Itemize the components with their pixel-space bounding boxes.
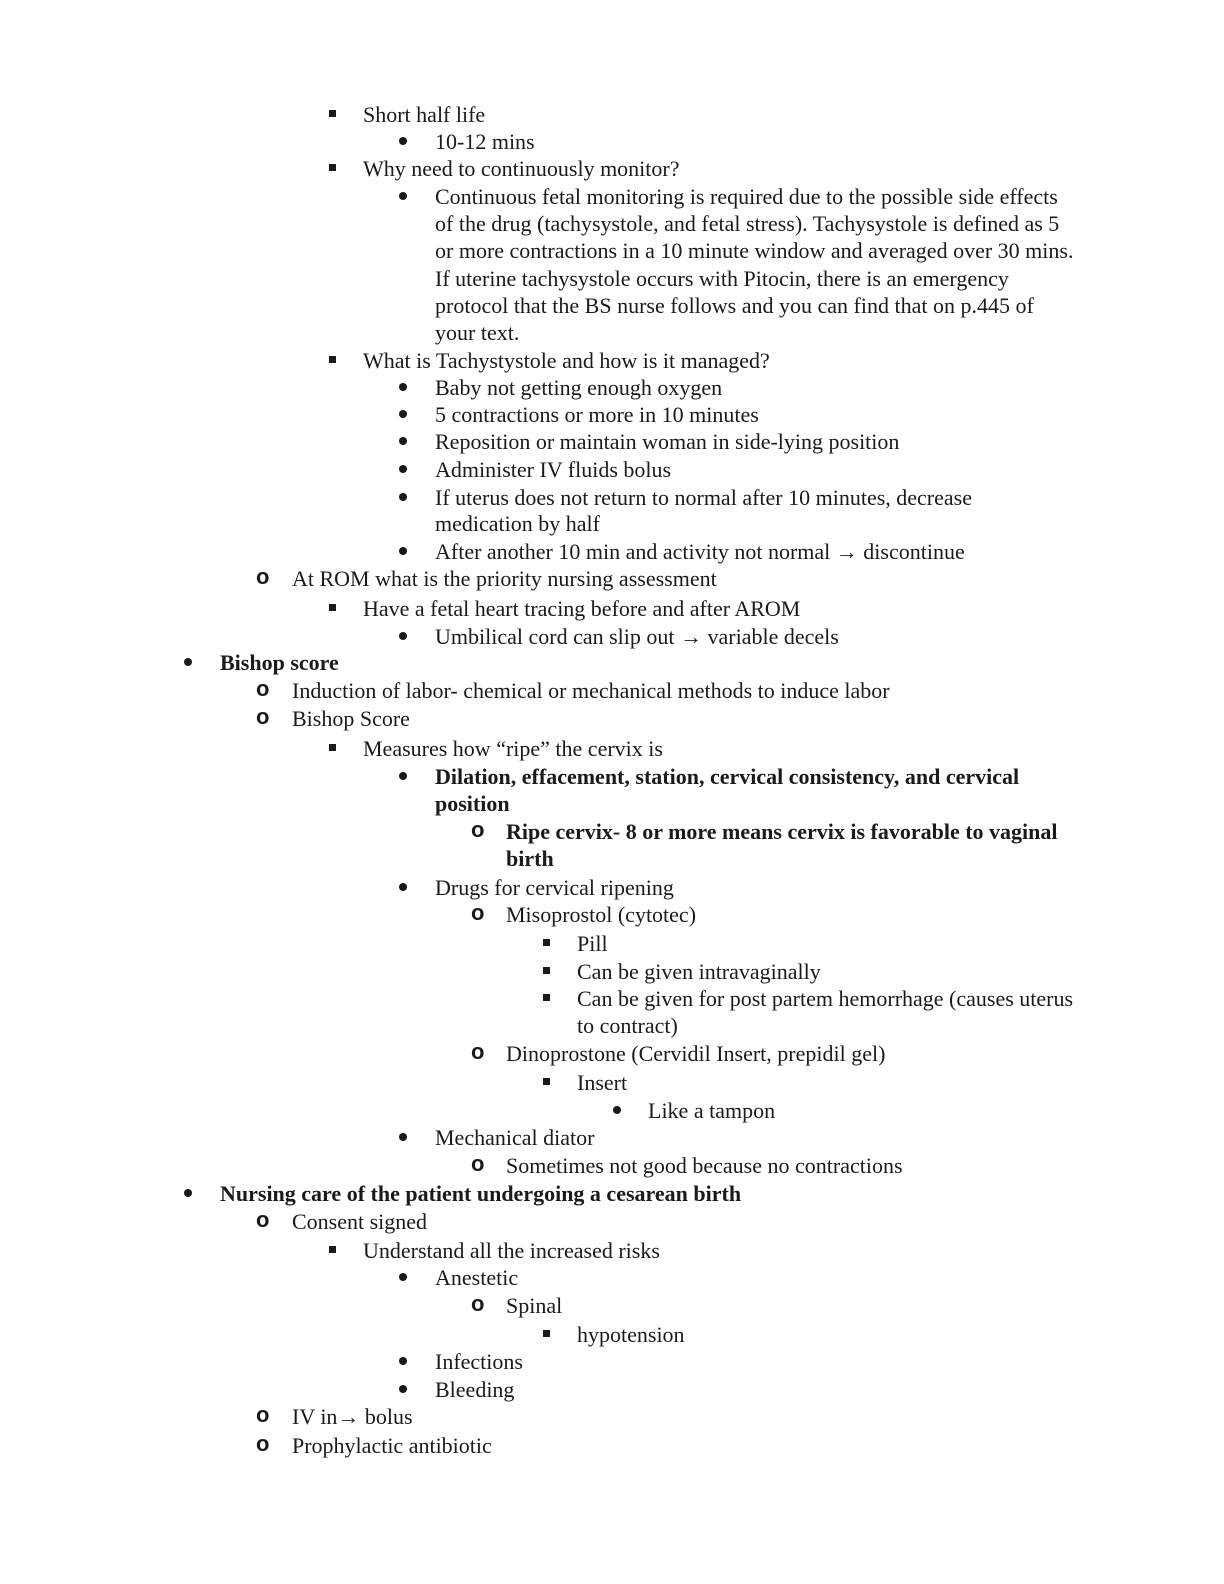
disc-bullet-icon bbox=[399, 137, 407, 145]
disc-bullet-icon bbox=[399, 1357, 407, 1365]
circle-bullet-icon: o bbox=[256, 564, 270, 589]
list-item-text: Prophylactic antibiotic bbox=[292, 1433, 492, 1458]
list-item-text: Short half life bbox=[363, 102, 486, 127]
disc-bullet-icon bbox=[399, 465, 407, 473]
circle-bullet-icon: o bbox=[256, 1207, 270, 1232]
square-bullet-icon bbox=[543, 994, 550, 1001]
disc-bullet-icon bbox=[399, 1385, 407, 1393]
list-item-text: Have a fetal heart tracing before and after AROM bbox=[363, 596, 801, 621]
disc-bullet-icon bbox=[184, 1189, 192, 1197]
list-item-continuation: your text. bbox=[435, 320, 520, 345]
list-item-text: Insert bbox=[577, 1070, 628, 1095]
list-item-text: Why need to continuously monitor? bbox=[363, 156, 680, 181]
circle-bullet-icon: o bbox=[256, 1431, 270, 1456]
list-item-text: Infections bbox=[435, 1349, 523, 1374]
disc-bullet-icon bbox=[399, 632, 407, 640]
list-item-text: Consent signed bbox=[292, 1209, 428, 1234]
list-item-text: Anestetic bbox=[435, 1265, 519, 1290]
circle-bullet-icon: o bbox=[471, 1291, 485, 1316]
list-item-continuation: of the drug (tachysystole, and fetal stress). Tachysystole is defined as 5 bbox=[435, 211, 1060, 236]
circle-bullet-icon: o bbox=[256, 704, 270, 729]
list-item-text: Continuous fetal monitoring is required due to the possible side effects bbox=[435, 184, 1058, 209]
list-item-text: IV in→ bolus bbox=[292, 1404, 413, 1429]
list-item-text: Understand all the increased risks bbox=[363, 1238, 660, 1263]
list-item-continuation: birth bbox=[506, 846, 554, 871]
list-item-text: Can be given intravaginally bbox=[577, 959, 821, 984]
circle-bullet-icon: o bbox=[471, 900, 485, 925]
disc-bullet-icon bbox=[399, 192, 407, 200]
disc-bullet-icon bbox=[184, 658, 192, 666]
circle-bullet-icon: o bbox=[256, 676, 270, 701]
list-item-text: Bleeding bbox=[435, 1377, 515, 1402]
list-item-text: hypotension bbox=[577, 1322, 685, 1347]
disc-bullet-icon bbox=[399, 883, 407, 891]
list-item-text: Spinal bbox=[506, 1293, 563, 1318]
list-item-text: 10-12 mins bbox=[435, 129, 535, 154]
list-item-text: Like a tampon bbox=[648, 1098, 776, 1123]
square-bullet-icon bbox=[543, 1078, 550, 1085]
disc-bullet-icon bbox=[399, 772, 407, 780]
list-item-text: Drugs for cervical ripening bbox=[435, 875, 674, 900]
list-item-text: Baby not getting enough oxygen bbox=[435, 375, 723, 400]
list-item-continuation: to contract) bbox=[577, 1013, 678, 1038]
list-item-text: Pill bbox=[577, 931, 608, 956]
disc-bullet-icon bbox=[613, 1106, 621, 1114]
circle-bullet-icon: o bbox=[471, 1151, 485, 1176]
disc-bullet-icon bbox=[399, 437, 407, 445]
list-item-text: If uterus does not return to normal after 10 minutes, decrease bbox=[435, 485, 972, 510]
list-item-text: At ROM what is the priority nursing assessment bbox=[292, 566, 717, 591]
square-bullet-icon bbox=[543, 1330, 550, 1337]
list-item-continuation: protocol that the BS nurse follows and you can find that on p.445 of bbox=[435, 293, 1034, 318]
list-item-text: Ripe cervix- 8 or more means cervix is favorable to vaginal bbox=[506, 819, 1058, 844]
list-item-text: Can be given for post partem hemorrhage (causes uterus bbox=[577, 986, 1074, 1011]
square-bullet-icon bbox=[329, 744, 336, 751]
list-item-continuation: position bbox=[435, 791, 510, 816]
circle-bullet-icon: o bbox=[471, 817, 485, 842]
list-item-text: Administer IV fluids bolus bbox=[435, 457, 672, 482]
list-item-continuation: or more contractions in a 10 minute window and averaged over 30 mins. bbox=[435, 238, 1074, 263]
list-item-text: Dinoprostone (Cervidil Insert, prepidil gel) bbox=[506, 1041, 886, 1066]
circle-bullet-icon: o bbox=[256, 1402, 270, 1427]
list-item-text: Mechanical diator bbox=[435, 1125, 595, 1150]
square-bullet-icon bbox=[329, 110, 336, 117]
list-item-text: What is Tachystystole and how is it managed? bbox=[363, 348, 770, 373]
list-item-text: After another 10 min and activity not normal → discontinue bbox=[435, 539, 965, 564]
square-bullet-icon bbox=[329, 356, 336, 363]
list-item-text: Measures how “ripe” the cervix is bbox=[363, 736, 663, 761]
list-item-text: Reposition or maintain woman in side-lying position bbox=[435, 429, 900, 454]
square-bullet-icon bbox=[543, 939, 550, 946]
square-bullet-icon bbox=[329, 1246, 336, 1253]
list-item-text: Umbilical cord can slip out → variable decels bbox=[435, 624, 839, 649]
list-item-text: Nursing care of the patient undergoing a cesarean birth bbox=[220, 1181, 742, 1206]
disc-bullet-icon bbox=[399, 547, 407, 555]
list-item-text: Bishop Score bbox=[292, 706, 410, 731]
disc-bullet-icon bbox=[399, 493, 407, 501]
list-item-text: Sometimes not good because no contractions bbox=[506, 1153, 903, 1178]
square-bullet-icon bbox=[543, 967, 550, 974]
disc-bullet-icon bbox=[399, 383, 407, 391]
list-item-continuation: medication by half bbox=[435, 511, 600, 536]
circle-bullet-icon: o bbox=[471, 1039, 485, 1064]
list-item-text: Induction of labor- chemical or mechanical methods to induce labor bbox=[292, 678, 890, 703]
list-item-text: 5 contractions or more in 10 minutes bbox=[435, 402, 759, 427]
square-bullet-icon bbox=[329, 164, 336, 171]
disc-bullet-icon bbox=[399, 410, 407, 418]
list-item-text: Misoprostol (cytotec) bbox=[506, 902, 697, 927]
disc-bullet-icon bbox=[399, 1133, 407, 1141]
list-item-text: Bishop score bbox=[220, 650, 339, 675]
list-item-text: Dilation, effacement, station, cervical consistency, and cervical bbox=[435, 764, 1020, 789]
disc-bullet-icon bbox=[399, 1273, 407, 1281]
list-item-continuation: If uterine tachysystole occurs with Pitocin, there is an emergency bbox=[435, 266, 1009, 291]
square-bullet-icon bbox=[329, 604, 336, 611]
